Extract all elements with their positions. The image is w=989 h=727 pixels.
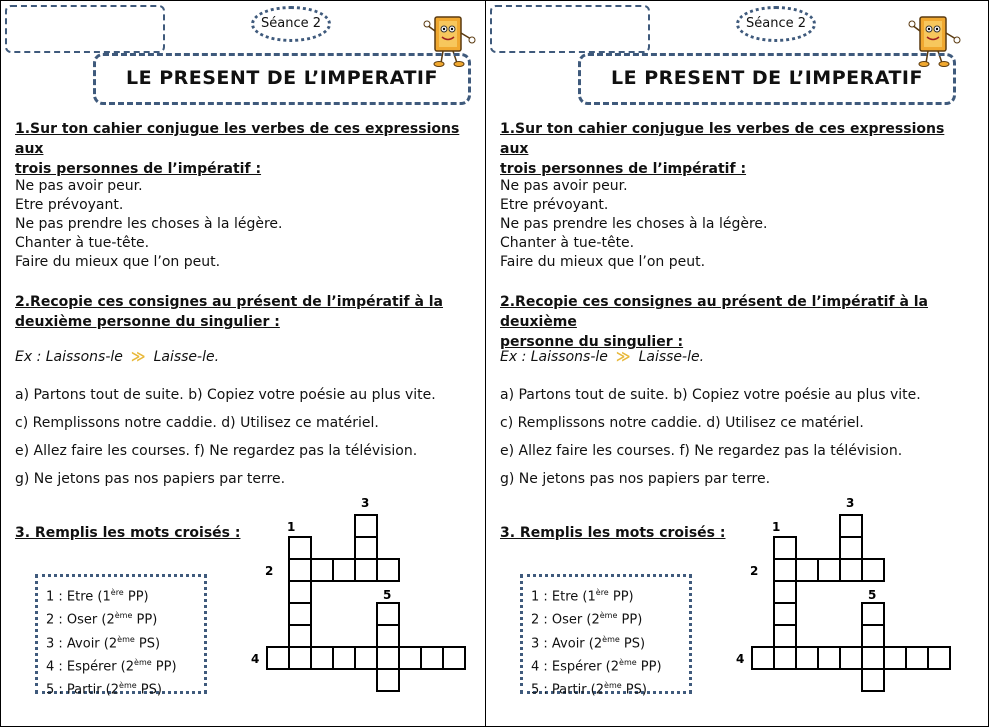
expression-item: Etre prévoyant. xyxy=(15,197,124,213)
crossword-cell xyxy=(289,537,311,559)
clue-item: 1 : Etre (1ère PP) xyxy=(531,588,634,605)
clue-list-box xyxy=(520,574,692,698)
example-result: Laisse-le. xyxy=(638,349,705,365)
crossword-cell xyxy=(377,647,399,669)
crossword-cell xyxy=(774,603,796,625)
instruction-line: a) Partons tout de suite. b) Copiez votre poésie au plus vite. xyxy=(500,387,921,403)
clue-item: 2 : Oser (2ème PP) xyxy=(46,611,158,628)
crossword-cell xyxy=(355,647,377,669)
question-2-heading-line-2: deuxième personne du singulier : xyxy=(15,314,280,330)
name-box xyxy=(490,5,650,53)
expression-item: Chanter à tue-tête. xyxy=(500,235,635,251)
example-result: Laisse-le. xyxy=(153,349,220,365)
seance-label: Séance 2 xyxy=(736,6,816,42)
instruction-line: g) Ne jetons pas nos papiers par terre. xyxy=(15,471,286,487)
crossword-cell xyxy=(443,647,465,669)
crossword-cell xyxy=(289,581,311,603)
crossword-cell xyxy=(774,537,796,559)
page-title: LE PRESENT DE L’IMPERATIF xyxy=(93,53,471,105)
crossword-cell xyxy=(840,537,862,559)
crossword-number: 1 xyxy=(287,520,296,534)
clue-item: 4 : Espérer (2ème PP) xyxy=(531,657,662,675)
instruction-line: c) Remplissons notre caddie. d) Utilisez ce matériel. xyxy=(15,415,379,431)
seance-label: Séance 2 xyxy=(251,6,331,42)
crossword-cell xyxy=(796,647,818,669)
name-box xyxy=(5,5,165,53)
expression-list xyxy=(500,177,767,272)
instruction-line: c) Remplissons notre caddie. d) Utilisez ce matériel. xyxy=(500,415,864,431)
instruction-line: a) Partons tout de suite. b) Copiez votre poésie au plus vite. xyxy=(15,387,436,403)
worksheet-panel xyxy=(486,1,970,726)
crossword-cell xyxy=(377,559,399,581)
crossword-cell xyxy=(774,559,796,581)
crossword-cell xyxy=(774,647,796,669)
clue-item: 3 : Avoir (2ème PS) xyxy=(531,634,646,651)
question-2-heading-line-1: 2.Recopie ces consignes au présent de l’impératif à la deuxième xyxy=(500,294,929,330)
instruction-line: e) Allez faire les courses. f) Ne regardez pas la télévision. xyxy=(15,443,418,459)
expression-item: Faire du mieux que l’on peut. xyxy=(15,254,221,270)
crossword-cell xyxy=(377,625,399,647)
crossword-number: 4 xyxy=(251,652,260,666)
arrow-right-icon: ≫ xyxy=(615,349,631,365)
expression-item: Ne pas avoir peur. xyxy=(15,178,143,194)
crossword-number: 1 xyxy=(772,520,781,534)
crossword-cell xyxy=(818,559,840,581)
crossword-cell xyxy=(752,647,774,669)
crossword-cell xyxy=(862,603,884,625)
question-1-heading-line-1: 1.Sur ton cahier conjugue les verbes de ces expressions aux xyxy=(15,121,460,157)
clue-item: 2 : Oser (2ème PP) xyxy=(531,611,643,628)
crossword-cell xyxy=(289,647,311,669)
question-3-heading: 3. Remplis les mots croisés : xyxy=(15,525,241,541)
crossword-cell xyxy=(289,559,311,581)
question-1-heading-line-1: 1.Sur ton cahier conjugue les verbes de ces expressions aux xyxy=(500,121,945,157)
expression-item: Ne pas avoir peur. xyxy=(500,178,628,194)
expression-item: Ne pas prendre les choses à la légère. xyxy=(500,216,768,232)
example-line xyxy=(15,349,219,365)
worksheet-panel xyxy=(1,1,485,726)
clue-item: 3 : Avoir (2ème PS) xyxy=(46,634,161,651)
expression-item: Chanter à tue-tête. xyxy=(15,235,150,251)
question-1-heading-line-2: trois personnes de l’impératif : xyxy=(15,161,262,177)
crossword-number: 5 xyxy=(383,588,392,602)
crossword-cell xyxy=(884,647,906,669)
crossword-cell xyxy=(862,559,884,581)
crossword-cell xyxy=(355,537,377,559)
clue-item: 1 : Etre (1ère PP) xyxy=(46,588,149,605)
crossword-grid xyxy=(738,487,938,707)
instruction-line: e) Allez faire les courses. f) Ne regardez pas la télévision. xyxy=(500,443,903,459)
instruction-line: g) Ne jetons pas nos papiers par terre. xyxy=(500,471,771,487)
crossword-cell xyxy=(289,603,311,625)
clue-list-box xyxy=(35,574,207,698)
expression-item: Faire du mieux que l’on peut. xyxy=(500,254,706,270)
crossword-cell xyxy=(289,625,311,647)
crossword-cell xyxy=(311,647,333,669)
crossword-number: 3 xyxy=(361,496,370,510)
crossword-cell xyxy=(377,603,399,625)
question-1-heading xyxy=(500,119,960,179)
crossword-grid xyxy=(253,487,453,707)
crossword-cell xyxy=(311,559,333,581)
crossword-cell xyxy=(377,669,399,691)
crossword-cell xyxy=(796,559,818,581)
crossword-cell xyxy=(355,559,377,581)
example-prefix: Ex : Laissons-le xyxy=(15,349,123,365)
expression-item: Ne pas prendre les choses à la légère. xyxy=(15,216,283,232)
crossword-number: 3 xyxy=(846,496,855,510)
crossword-cell xyxy=(399,647,421,669)
crossword-cell xyxy=(818,647,840,669)
example-line xyxy=(500,349,704,365)
crossword-cell xyxy=(840,559,862,581)
crossword-cell xyxy=(333,559,355,581)
question-1-heading xyxy=(15,119,475,179)
page-title: LE PRESENT DE L’IMPERATIF xyxy=(578,53,956,105)
crossword-number: 5 xyxy=(868,588,877,602)
crossword-number: 2 xyxy=(265,564,274,578)
crossword-cell xyxy=(862,669,884,691)
crossword-cell xyxy=(862,647,884,669)
clue-item: 5 : Partir (2ème PS) xyxy=(46,681,162,698)
crossword-cell xyxy=(774,581,796,603)
example-prefix: Ex : Laissons-le xyxy=(500,349,608,365)
arrow-right-icon: ≫ xyxy=(130,349,146,365)
crossword-cell xyxy=(840,515,862,537)
crossword-cell xyxy=(906,647,928,669)
crossword-cell xyxy=(862,625,884,647)
crossword-cell xyxy=(267,647,289,669)
question-2-heading-line-2: personne du singulier : xyxy=(500,334,684,350)
crossword-cell xyxy=(421,647,443,669)
crossword-cell xyxy=(840,647,862,669)
clue-item: 4 : Espérer (2ème PP) xyxy=(46,657,177,675)
crossword-number: 2 xyxy=(750,564,759,578)
crossword-cell xyxy=(333,647,355,669)
question-1-heading-line-2: trois personnes de l’impératif : xyxy=(500,161,747,177)
crossword-cell xyxy=(928,647,950,669)
question-3-heading: 3. Remplis les mots croisés : xyxy=(500,525,726,541)
question-2-heading xyxy=(500,292,960,352)
crossword-cell xyxy=(355,515,377,537)
question-2-heading xyxy=(15,292,475,332)
clue-item: 5 : Partir (2ème PS) xyxy=(531,681,647,698)
expression-item: Etre prévoyant. xyxy=(500,197,609,213)
crossword-cell xyxy=(774,625,796,647)
expression-list xyxy=(15,177,282,272)
crossword-number: 4 xyxy=(736,652,745,666)
question-2-heading-line-1: 2.Recopie ces consignes au présent de l’impératif à la xyxy=(15,294,444,310)
